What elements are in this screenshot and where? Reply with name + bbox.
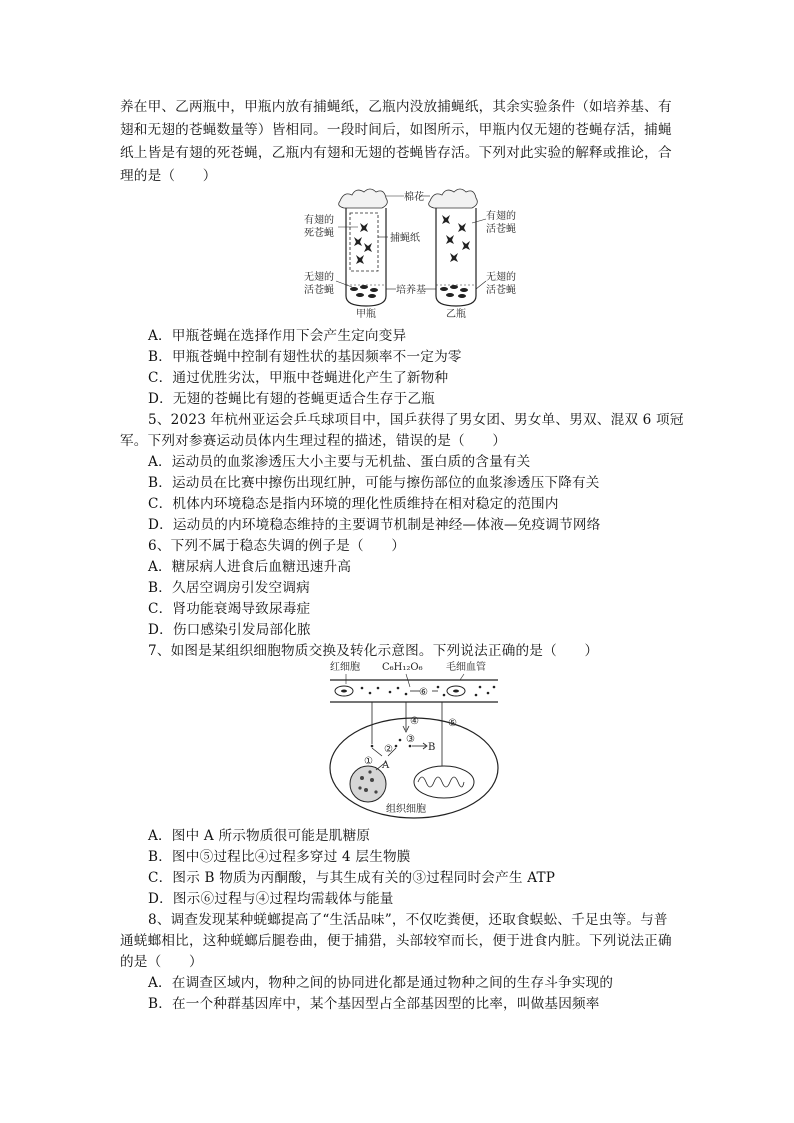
glucose-dots [361,686,496,697]
label-live-winged-2: 活苍蝇 [486,224,516,235]
label-wingless-right-2: 活苍蝇 [486,285,516,296]
label-n6: ⑥ [419,687,428,698]
label-n1: ① [364,756,373,767]
q4-stem-line-4: 理的是（ ） [120,168,217,184]
mitochondrion [414,766,474,798]
label-wingless-left-1: 无翅的 [304,272,334,283]
q7-option-c: C．图示 B 物质为丙酮酸，与其生成有关的③过程同时会产生 ATP [148,870,556,886]
label-rbc: 红细胞 [330,662,360,673]
label-fly-paper: 捕蝇纸 [390,233,420,244]
label-dead-winged-2: 死苍蝇 [304,228,334,239]
q6-stem: 6、下列不属于稳态失调的例子是（ ） [148,538,406,554]
label-live-winged-1: 有翅的 [486,211,516,222]
q4-stem-line-2: 翅和无翅的苍蝇数量等）皆相同。一段时间后，如图所示，甲瓶内仅无翅的苍蝇存活，捕蝇 [120,122,672,138]
wingless-flies-right [440,285,468,298]
label-a: A [382,760,390,771]
q4-option-d: D．无翅的苍蝇比有翅的苍蝇更适合生存于乙瓶 [148,391,435,407]
cotton-left [339,189,388,208]
q5-option-a: A．运动员的血浆渗透压大小主要与无机盐、蛋白质的含量有关 [148,454,531,470]
fly-bottles-figure [296,183,528,321]
nucleus [350,766,386,802]
q6-option-d: D．伤口感染引发局部化脓 [148,622,311,638]
label-dead-winged-1: 有翅的 [304,215,334,226]
q7-option-a: A．图中 A 所示物质很可能是肌糖原 [148,828,371,844]
tissue-cell-membrane [330,718,498,818]
label-bottle-a: 甲瓶 [356,309,376,320]
q6-option-c: C．肾功能衰竭导致尿毒症 [148,601,311,617]
q8-stem-line-1: 8、调查发现某种蜣螂提高了“生活品味”，不仅吃粪便，还取食蜈蚣、千足虫等。与普 [148,912,668,928]
q7-option-b: B．图中⑤过程比④过程多穿过 4 层生物膜 [148,849,411,865]
q4-option-a: A．甲瓶苍蝇在选择作用下会产生定向变异 [148,328,407,344]
label-n2: ② [384,744,393,755]
label-wingless-right-1: 无翅的 [486,272,516,283]
label-n3: ③ [406,734,415,745]
label-n5: ⑤ [448,718,457,729]
label-glucose: C₆H₁₂O₆ [382,662,423,673]
label-bottle-b: 乙瓶 [446,309,466,320]
fly-paper [350,213,378,271]
q5-stem-line-1: 5、2023 年杭州亚运会乒乓球项目中，国乒获得了男女团、男女单、男双、混双 6 项冠 [148,412,684,428]
q4-option-c: C．通过优胜劣汰，甲瓶中苍蝇进化产生了新物种 [148,370,449,386]
q6-option-b: B．久居空调房引发空调病 [148,580,310,596]
label-wingless-left-2: 活苍蝇 [304,285,334,296]
label-capillary: 毛细血管 [446,662,486,673]
cotton-right [429,189,478,208]
live-winged-flies [442,215,470,262]
q7-option-d: D．图示⑥过程与④过程均需载体与能量 [148,891,394,907]
bottle-a-body [346,208,386,306]
q4-stem-line-3: 纸上皆是有翅的死苍蝇，乙瓶内有翅和无翅的苍蝇皆存活。下列对此实验的解释或推论，合 [120,145,672,161]
dead-winged-flies [354,223,372,264]
label-tissue-cell: 组织细胞 [386,804,426,815]
q8-stem-line-3: 的是（ ） [120,954,203,970]
label-cotton: 棉花 [404,192,424,203]
q7-stem: 7、如图是某组织细胞物质交换及转化示意图。下列说法正确的是（ ） [148,643,599,659]
q4-stem-line-1: 养在甲、乙两瓶中，甲瓶内放有捕蝇纸，乙瓶内没放捕蝇纸，其余实验条件（如培养基、有 [120,99,672,115]
q8-stem-line-2: 通蜣螂相比，这种蜣螂后腿卷曲，便于捕猎，头部较窄而长，便于进食内脏。下列说法正确 [120,933,672,949]
tissue-cell-exchange-figure [326,660,502,820]
label-medium: 培养基 [396,285,426,296]
q5-option-b: B．运动员在比赛中擦伤出现红肿，可能与擦伤部位的血浆渗透压下降有关 [148,475,600,491]
q5-option-d: D．运动员的内环境稳态维持的主要调节机制是神经—体液—免疫调节网络 [148,517,601,533]
wingless-flies-left [350,285,378,298]
q8-option-b: B．在一个种群基因库中，某个基因型占全部基因型的比率，叫做基因频率 [148,996,600,1012]
q8-option-a: A．在调查区域内，物种之间的协同进化都是通过物种之间的生存斗争实现的 [148,975,614,991]
q4-option-b: B．甲瓶苍蝇中控制有翅性状的基因频率不一定为零 [148,349,462,365]
q5-stem-line-2: 军。下列对参赛运动员体内生理过程的描述，错误的是（ ） [120,433,507,449]
q6-option-a: A．糖尿病人进食后血糖迅速升高 [148,559,352,575]
label-n4: ④ [410,716,419,727]
q5-option-c: C．机体内环境稳态是指内环境的理化性质维持在相对稳定的范围内 [148,496,559,512]
label-b: B [428,742,436,753]
